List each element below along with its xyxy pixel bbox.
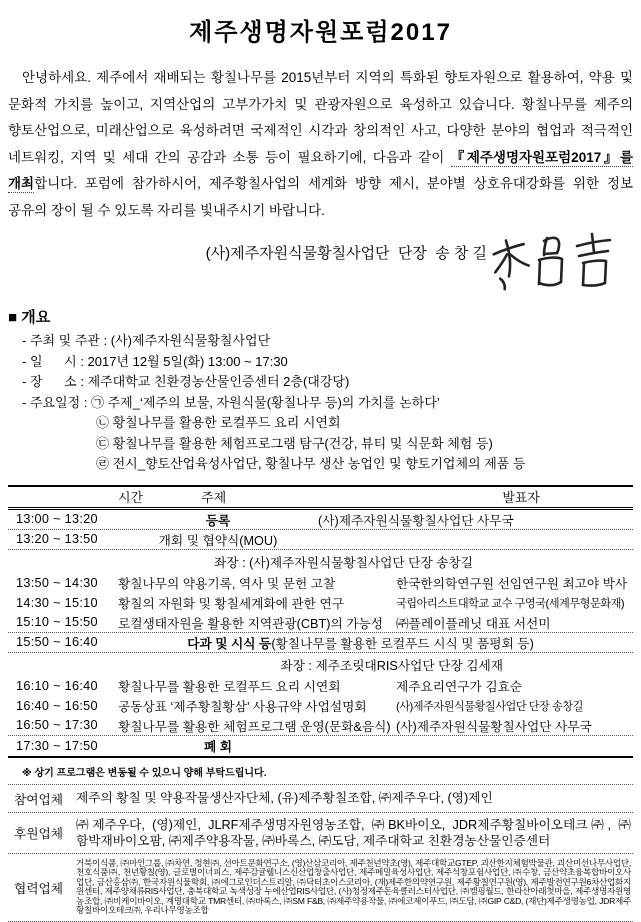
session-topic: 황칠나무를 활용한 체험프로그램 운영(문화&음식) (118, 716, 396, 735)
overview-item: - 일 시 : 2017년 12월 5일(화) 13:00 ~ 17:30 (22, 352, 633, 373)
schedule-row (8, 633, 633, 653)
handwritten-signature (491, 232, 631, 294)
overview-section (8, 306, 633, 475)
page-title: 제주생명자원포럼2017 (8, 12, 633, 47)
session-topic: 황칠나무를 활용한 로컬푸드 요리 시연회 (118, 676, 396, 695)
schedule-row (8, 716, 633, 736)
schedule-row (8, 573, 633, 593)
schedule-table (8, 485, 633, 758)
schedule-row (8, 696, 633, 716)
overview-subitem: ㉣ 전시_향토산업육성사업단, 황칠나무 생산 농업인 및 향토기업체의 제품 등 (96, 454, 633, 475)
schedule-row (8, 593, 633, 613)
partner-label: 참여업체 (8, 789, 76, 808)
session-topic: 폐 회 (118, 736, 318, 755)
session-topic: 개회 및 협약식(MOU) (118, 530, 318, 549)
overview-items (8, 331, 633, 413)
session-topic-emphasis: 다과 및 시식 등 (187, 637, 271, 651)
session-topic: 다과 및 시식 등(황칠나무를 활용한 로컬푸드 시식 및 품평회 등) (118, 633, 633, 652)
schedule-row (8, 530, 633, 550)
overview-subitem: ㉢ 황칠나무를 활용한 체험프로그램 탐구(건강, 뷰티 및 식문화 체험 등) (96, 434, 633, 455)
signature-char-1 (491, 238, 531, 290)
schedule-chair-row (8, 550, 633, 573)
schedule-row (8, 736, 633, 756)
partner-companies: ㈜제주우다, (영)제인, JLRF제주생명자원영농조합, ㈜BK바이오, JDR제주황칠바이오테크㈜, ㈜함박재바이오팜, ㈜제주약용작물, ㈜바록스, ㈜도담, 제주대학교 친환경농산물인증센터 (76, 817, 633, 849)
session-time: 13:00 ~ 13:20 (8, 512, 118, 526)
intro-paragraph (8, 65, 633, 224)
schedule-row (8, 613, 633, 633)
schedule-row (8, 510, 633, 530)
session-time: 16:10 ~ 16:40 (8, 679, 118, 693)
schedule-row (8, 676, 633, 696)
partners-table (8, 784, 633, 922)
partner-row (8, 813, 633, 854)
session-presenter: 한국한의학연구원 선임연구원 최고야 박사 (396, 573, 633, 592)
schedule-header-time: 시간 (118, 487, 143, 506)
session-topic: 로컬생태자원을 활용한 지역관광(CBT)의 가능성 (118, 613, 396, 632)
partner-label: 후원업체 (8, 823, 76, 842)
overview-item: - 주요일정 : ㉠ 주제_‘제주의 보물, 자원식물(황칠나무 등)의 가치를 논하다’ (22, 393, 633, 414)
schedule-chair-row (8, 653, 633, 676)
schedule-header-row (8, 487, 633, 510)
chair-label: 좌장 : (사)제주자원식물황칠사업단 단장 송창길 (214, 552, 473, 571)
schedule-header-topic: 주제 (201, 487, 226, 506)
schedule-header-presenter: 발표자 (502, 487, 540, 506)
schedule-footnote: ※ 상기 프로그램은 변동될 수 있으니 양해 부탁드립니다. (22, 764, 633, 779)
session-time: 16:40 ~ 16:50 (8, 699, 118, 713)
session-presenter: 제주요리연구가 김효순 (396, 676, 633, 695)
session-topic: 황칠의 자원화 및 황칠세계화에 관한 연구 (118, 593, 396, 612)
partner-companies: 제주의 황칠 및 약용작물생산자단체, (유)제주황칠조합, ㈜제주우다, (영)제인 (76, 790, 633, 806)
intro-text-1: 안녕하세요. 제주에서 재배되는 황칠나무를 2015년부터 지역의 특화된 향토자원으로 활용하여, 약용 및 문화적 가치를 높이고, 지역산업의 고부가가치 및 관광자원으로 육성하고 있습니다. 황칠나무를 제주의 향토산업으로, 미래산업으로 육성하려면 국제적인 시각과 창의적인 사고, 다양한 분야의 협업과 적극적인 네트워킹, 지역 및 세대 간의 공감과 소통 등이 필요하기에, 다음과 같이 (8, 70, 633, 165)
session-time: 17:30 ~ 17:50 (8, 739, 118, 753)
intro-text-2: 합니다. 포럼에 참가하시어, 제주황칠사업의 세계화 방향 제시, 분야별 상호유대강화를 위한 정보 공유의 장이 될 수 있도록 자리를 빛내주시기 바랍니다. (8, 176, 633, 218)
session-time: 13:50 ~ 14:30 (8, 576, 118, 590)
session-topic: 공동상표 ‘제주황칠황삼’ 사용규약 사업설명회 (118, 696, 396, 715)
session-presenter: 국립아리스트대학교 교수 구영국(세계무형문화재) (396, 595, 633, 611)
session-presenter: (사)제주자원식물황칠사업단 단장 송창길 (396, 698, 633, 714)
session-time: 16:50 ~ 17:30 (8, 718, 118, 732)
session-presenter: (사)제주자원식물황칠사업단 사무국 (318, 510, 633, 529)
overview-item: - 주최 및 주관 : (사)제주자원식물황칠사업단 (22, 331, 633, 352)
schedule-rows (8, 510, 633, 756)
partner-row (8, 854, 633, 922)
signature-org-line: (사)제주자원식물황칠사업단 단장 송 창 길 (206, 242, 487, 263)
session-presenter: ㈜플레이플레닛 대표 서선미 (396, 613, 633, 632)
partner-label: 협력업체 (8, 878, 76, 897)
session-time: 15:10 ~ 15:50 (8, 615, 118, 629)
overview-item: - 장 소 : 제주대학교 친환경농산물인증센터 2층(대강당) (22, 372, 633, 393)
session-topic: 등록 (118, 510, 318, 529)
session-presenter: (사)제주자원식물황칠사업단 사무국 (396, 716, 633, 735)
partner-companies: 거북이식품, ㈜마인그룹, ㈜차연, 청현㈜, 선아트문화연구소, (영)산삼코리아, 제주천년약초(영), 제주대학교GTEP, 괴산한지체험박물관, 괴산미선나무사업단, 천호식품㈜, 천년황칠(영), 글로벌이너피스, 제주감귤웰니스신산업창출사업단, 제주메밀육성사업단, 제주석창포쉼사업단, ㈜수창, 금산약초융복합바이오사업단, 금산홍삼㈜, 한국자원식물학회, ㈜에그로인더스트리알, ㈜닥터초이스코리아, (재)제주한의약연구원, 제주황칠연구원(영), 제주발전연구원6차산업화지원센터, 제주양채류RIS사업단, 충북대학교 녹색성장 누에산업RIS사업단, (사)청정제주돈육클러스터사업단, ㈜캠핑월드, 한라산아래첫마을, 제주생명자원영농조합, ㈜비케이바이오, 계명대학교 TMR센터, ㈜바록스, ㈜SM F&B, ㈜제주약용작물, ㈜에코제이푸드, ㈜도담, ㈜GIP C&D, (재단)제주생명농업, JDR제주황칠바이오테크㈜, 우리나무영농조합 (76, 859, 633, 917)
overview-heading: ■ 개요 (8, 306, 633, 327)
signature-char-3 (577, 234, 610, 286)
forum-name-highlight: 『제주생명자원포럼2017』를 개최 (8, 150, 633, 194)
overview-subitems (8, 413, 633, 475)
partner-row (8, 785, 633, 813)
session-time: 13:20 ~ 13:50 (8, 532, 118, 546)
overview-subitem: ㉡ 황칠나무를 활용한 로컬푸드 요리 시연회 (96, 413, 633, 434)
session-topic: 황칠나무의 약용기록, 역사 및 문헌 고찰 (118, 573, 396, 592)
session-time: 15:50 ~ 16:40 (8, 635, 118, 649)
signature-row (8, 232, 633, 292)
session-time: 14:30 ~ 15:10 (8, 596, 118, 610)
signature-char-2 (539, 238, 562, 285)
chair-label: 좌장 : 제주조릿대RIS사업단 단장 김세재 (280, 655, 503, 674)
